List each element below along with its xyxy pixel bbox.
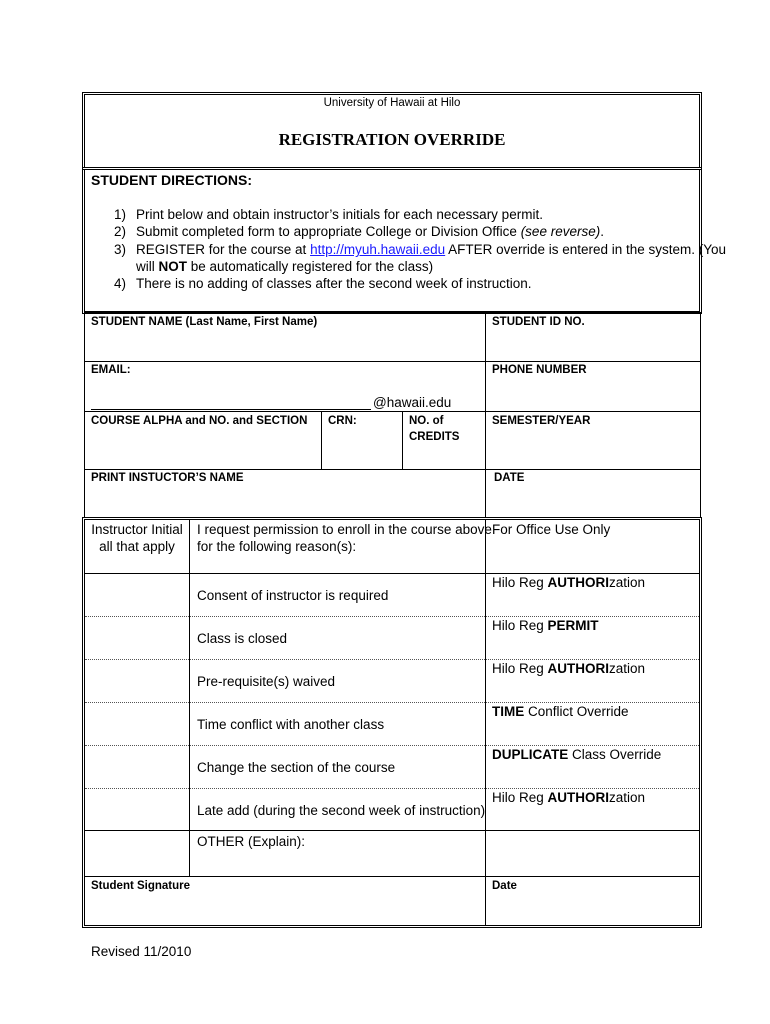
col-office-use: For Office Use Only [492, 522, 611, 537]
initial-box-section[interactable] [86, 747, 188, 787]
credits-label-line1: NO. of [409, 415, 444, 427]
student-name-field[interactable] [86, 332, 483, 359]
col-reason-line2: for the following reason(s): [197, 539, 357, 554]
office-closed: Hilo Reg PERMIT [492, 618, 599, 633]
direction-text-3-cont: will NOT be automatically registered for the class) [136, 259, 434, 274]
initial-box-closed[interactable] [86, 618, 188, 658]
initial-box-consent[interactable] [86, 575, 188, 615]
initial-box-late-add[interactable] [86, 790, 188, 829]
student-id-label: STUDENT ID NO. [492, 316, 585, 328]
semester-label: SEMESTER/YEAR [492, 415, 591, 427]
instructor-name-field[interactable] [86, 488, 483, 516]
direction-number-3: 3) [114, 242, 127, 257]
email-field[interactable] [91, 394, 371, 410]
credits-label-line2: CREDITS [409, 431, 460, 443]
revision-note: Revised 11/2010 [91, 944, 192, 959]
direction-text-3: REGISTER for the course at http://myuh.hawaii.edu AFTER override is entered in the system. (You [136, 242, 727, 257]
direction-number-1: 1) [114, 207, 127, 222]
col-instructor-initial-line1: Instructor Initial [91, 522, 183, 537]
date-field[interactable] [487, 488, 699, 516]
phone-label: PHONE NUMBER [492, 364, 587, 376]
other-explain-field[interactable] [191, 852, 483, 875]
reason-prereq: Pre-requisite(s) waived [197, 674, 336, 689]
direction-number-2: 2) [114, 224, 127, 239]
institution-name: University of Hawaii at Hilo [323, 97, 461, 109]
initial-box-other[interactable] [86, 832, 188, 875]
office-duplicate: DUPLICATE Class Override [492, 747, 662, 762]
date-label: DATE [494, 472, 525, 484]
direction-number-4: 4) [114, 276, 127, 291]
crn-label: CRN: [328, 415, 357, 427]
signature-date-field[interactable] [487, 896, 699, 924]
email-suffix: @hawaii.edu [373, 395, 452, 410]
phone-field[interactable] [487, 380, 699, 409]
col-instructor-initial-line2: all that apply [99, 539, 175, 554]
email-label: EMAIL: [91, 364, 131, 376]
student-name-label: STUDENT NAME (Last Name, First Name) [91, 316, 318, 328]
office-prereq: Hilo Reg AUTHORIzation [492, 661, 646, 676]
course-field[interactable] [86, 431, 319, 467]
directions-box [82, 167, 702, 314]
initial-box-prereq[interactable] [86, 661, 188, 701]
student-signature-label: Student Signature [91, 880, 191, 892]
semester-field[interactable] [487, 431, 699, 467]
initial-box-time[interactable] [86, 704, 188, 744]
course-label: COURSE ALPHA and NO. and SECTION [91, 415, 308, 427]
col-reason-line1: I request permission to enroll in the course above [197, 522, 492, 537]
office-late-add: Hilo Reg AUTHORIzation [492, 790, 646, 805]
signature-date-label: Date [492, 880, 517, 892]
direction-text-1: Print below and obtain instructor’s initials for each necessary permit. [136, 207, 543, 222]
form-title: REGISTRATION OVERRIDE [278, 130, 506, 149]
myuh-link[interactable]: http://myuh.hawaii.edu [310, 242, 446, 257]
reason-consent: Consent of instructor is required [197, 588, 389, 603]
direction-text-4: There is no adding of classes after the second week of instruction. [136, 276, 532, 291]
reason-closed: Class is closed [197, 631, 288, 646]
directions-heading: STUDENT DIRECTIONS: [91, 172, 252, 188]
student-signature-field[interactable] [86, 896, 483, 924]
reason-other: OTHER (Explain): [197, 834, 306, 849]
crn-field[interactable] [323, 431, 400, 467]
direction-text-2: Submit completed form to appropriate College or Division Office (see reverse). [136, 224, 604, 239]
office-time-conflict: TIME Conflict Override [492, 704, 629, 719]
student-id-field[interactable] [487, 332, 699, 359]
reason-time-conflict: Time conflict with another class [197, 717, 385, 732]
reason-change-section: Change the section of the course [197, 760, 396, 775]
instructor-name-label: PRINT INSTUCTOR’S NAME [91, 472, 244, 484]
reason-late-add: Late add (during the second week of instruction) [197, 803, 486, 818]
office-consent: Hilo Reg AUTHORIzation [492, 575, 646, 590]
